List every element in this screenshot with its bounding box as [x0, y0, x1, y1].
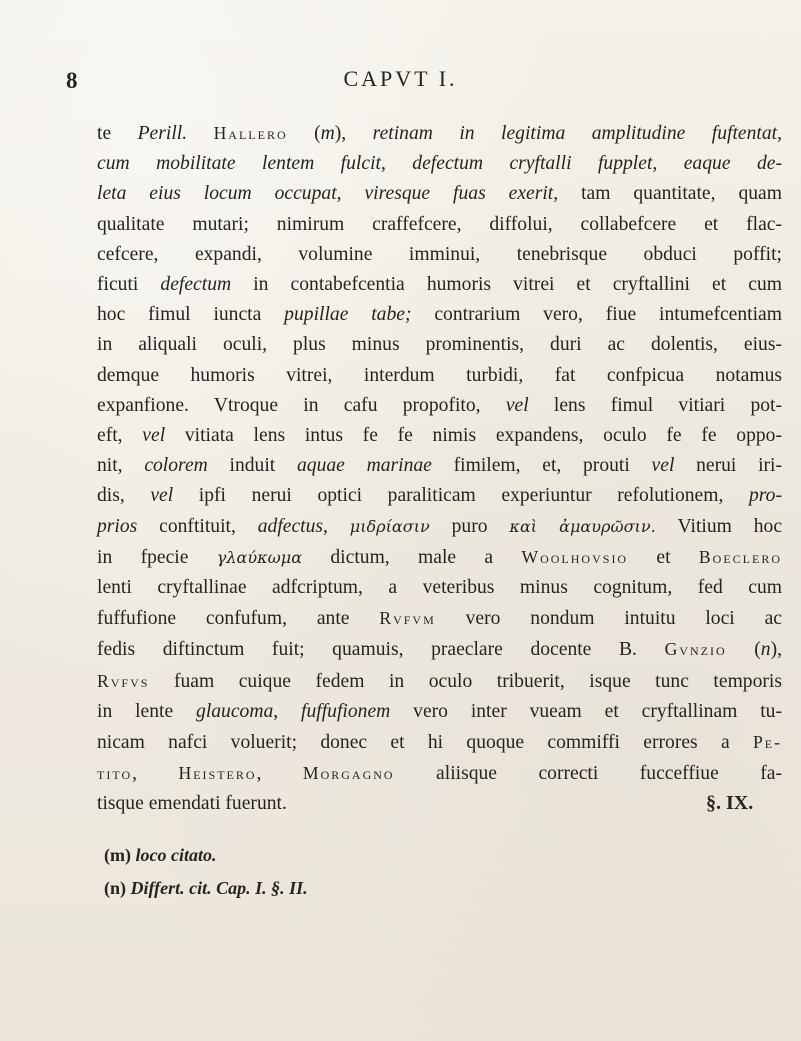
- author-name: Gvnzio: [664, 639, 727, 660]
- author-name: Morgagno: [302, 763, 395, 784]
- text-line: demque humoris vitrei, interdum turbidi, fat confpicua notamus: [97, 364, 782, 386]
- page-header: [0, 60, 801, 100]
- footnote: [104, 878, 308, 899]
- text-line: cum mobilitate lentem fulcit, defectum cryftalli fupplet, eaque de-: [97, 153, 782, 175]
- text-line: expanfione. Vtroque in cafu propofito, vel lens fimul vitiari pot-: [97, 394, 783, 416]
- author-name: Pe-: [752, 732, 782, 753]
- text-line: dis, vel ipfi nerui optici paraliticam experiuntur refolutionem, pro-: [97, 485, 782, 507]
- running-head: CAPVT I.: [343, 66, 458, 91]
- author-name: tito: [97, 763, 133, 784]
- author-name: Rvfvs: [97, 670, 150, 691]
- greek-text: γλαύκωμα: [216, 547, 303, 567]
- greek-text: καὶ ἀμαυρῶσιν.: [509, 516, 656, 536]
- footnote-text: Differt. cit. Cap. I. §. II.: [126, 878, 308, 898]
- text-line: fuffufione confufum, ante Rvfvm vero nondum intuitu loci ac: [97, 608, 782, 630]
- text-line: nicam nafci voluerit; donec et hi quoque commiffi errores a Pe-: [97, 732, 782, 754]
- footnote-text: loco citato.: [130, 845, 217, 865]
- text-line: qualitate mutari; nimirum craffefcere, diffolui, collabefcere et flac-: [97, 213, 782, 235]
- text-line: tito, Heistero, Morgagno aliisque correcti fucceffiue fa-: [97, 763, 783, 785]
- text-line: cefcere, expandi, volumine imminui, tenebrisque obduci poffit;: [97, 243, 782, 265]
- footnote-marker: (m): [104, 845, 131, 865]
- page-number: 8: [66, 68, 78, 93]
- text-line: Rvfvs fuam cuique fedem in oculo tribuerit, isque tunc temporis: [97, 670, 782, 692]
- section-heading: §. IX.: [706, 792, 754, 814]
- footnote: [104, 845, 216, 866]
- text-line: in fpecie γλαύκωμα dictum, male a Woolhovsio et Boeclero: [97, 546, 782, 568]
- author-name: Heistero: [178, 763, 257, 784]
- text-line: nit, colorem induit aquae marinae fimilem, et, prouti vel nerui iri-: [97, 455, 783, 477]
- text-line: eft, vel vitiata lens intus fe fe nimis expandens, oculo fe fe oppo-: [97, 425, 783, 447]
- author-name: Boeclero: [698, 546, 782, 567]
- greek-text: μιδρίασιν: [349, 516, 430, 536]
- text-line: lenti cryftallinae adfcriptum, a veteribus minus cognitum, fed cum: [97, 577, 782, 599]
- text-line: tisque emendati fuerunt.: [97, 793, 287, 815]
- text-line: ficuti defectum in contabefcentia humoris vitrei et cryftallini et cum: [97, 274, 783, 296]
- text-line: te Perill. Hallero (m), retinam in legitima amplitudine fuftentat,: [97, 123, 782, 144]
- footnote-marker: (n): [104, 878, 126, 898]
- text-line: hoc fimul iuncta pupillae tabe; contrarium vero, fiue intumefcentiam: [97, 304, 782, 326]
- text-line: fedis diftinctum fuit; quamuis, praeclare docente B. Gvnzio (n),: [97, 639, 782, 661]
- author-name: Rvfvm: [379, 608, 436, 629]
- text-line: in lente glaucoma, fuffufionem vero inter vueam et cryftallinam tu-: [97, 700, 782, 722]
- text-line: leta eius locum occupat, viresque fuas exerit, tam quantitate, quam: [97, 183, 782, 205]
- text-line: prios conftituit, adfectus, μιδρίασιν puro καὶ ἀμαυρῶσιν. Vitium hoc: [97, 515, 783, 537]
- author-name: Woolhovsio: [521, 546, 629, 567]
- body-text: [97, 118, 782, 820]
- text-line: in aliquali oculi, plus minus prominentis, duri ac dolentis, eius-: [97, 334, 782, 356]
- author-name: Hallero: [213, 123, 288, 143]
